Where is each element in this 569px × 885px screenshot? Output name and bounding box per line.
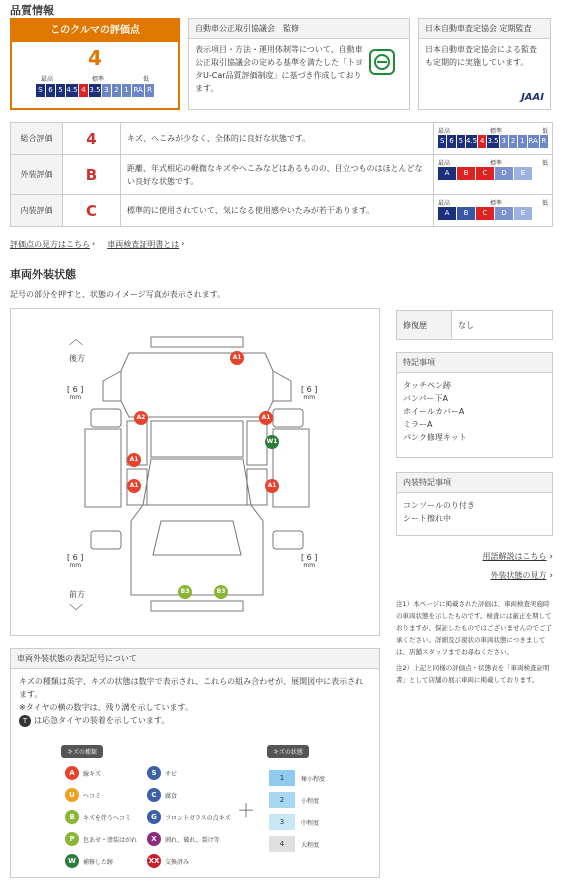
jaaa-text: 表示項目・方法・運用体制等について、自動車公正取引協議会の定める基準を満たした「トヨタU-Car品質評価制度」に基づき作成しております。 — [195, 45, 363, 93]
chevron-right-icon: › — [92, 239, 96, 248]
damage-type-icon: P — [65, 832, 79, 846]
jaaa-box — [188, 18, 410, 110]
scale-cell: D — [495, 167, 513, 180]
damage-type: XX 交換済み — [147, 851, 239, 871]
rating-grade: 4 — [63, 123, 121, 154]
exterior-desc: 記号の部分を押すと、状態のイメージ写真が表示されます。 — [10, 290, 226, 299]
tread-rear-left: [ 6 ] mm — [67, 385, 84, 401]
front-label: 前方 — [69, 590, 85, 599]
damage-mark[interactable]: A1 — [127, 479, 141, 493]
damage-type: X 割れ、破れ、裂け等 — [147, 829, 239, 849]
jaaa-logo-icon — [369, 49, 395, 75]
page-title: 品質情報 — [10, 4, 54, 17]
scale-cell: S — [438, 135, 446, 148]
chevron-down-icon: ﹀ — [69, 604, 83, 620]
interior-box — [396, 472, 553, 536]
rear-label: 後方 — [69, 354, 85, 363]
scale-cell: 2 — [112, 84, 121, 97]
chevron-right-icon: › — [549, 552, 553, 562]
damage-level: 3 中程度 — [269, 811, 325, 833]
scale-cell: 1 — [122, 84, 131, 97]
list-item: バンパー下A — [403, 394, 448, 403]
legend-header: 車両外装状態の表記記号について — [11, 649, 379, 669]
damage-type-icon: X — [147, 832, 161, 846]
scale-cell: R — [540, 135, 548, 148]
damage-type: S サビ — [147, 763, 239, 783]
legend-text1: キズの種類は英字、キズの状態は数字で表示され、これらの組み合わせが、展開図中に表示されます。 — [19, 677, 364, 699]
damage-type-icon: A — [65, 766, 79, 780]
exterior-howto-link[interactable]: 外装状態の見方 — [490, 571, 547, 580]
scale-cell: C — [476, 207, 494, 220]
rating-scale: 最高 標準 低 S 6 5 4.5 4 3.5 3 2 1 RA R — [434, 123, 552, 154]
damage-mark[interactable]: B3 — [178, 585, 192, 599]
damage-mark[interactable]: B3 — [214, 585, 228, 599]
eval-box — [10, 18, 180, 110]
glossary-link[interactable]: 用語解説はこちら — [482, 552, 547, 561]
scale-cell: C — [476, 167, 494, 180]
repair-label: 修復歴 — [397, 311, 452, 339]
cert-link[interactable]: 車両検査証明書とは — [107, 240, 180, 249]
scale-cell: RA — [132, 84, 144, 97]
car-outline — [11, 309, 381, 637]
scale-cell: D — [495, 207, 513, 220]
list-item: ホイールカバーA — [403, 407, 465, 416]
damage-level: 4 大程度 — [269, 833, 325, 855]
spare-tire-icon: T — [19, 715, 31, 727]
rating-desc: 標準的に使用されていて、気になる使用感やいたみが若干あります。 — [121, 195, 434, 226]
scale-cell: 3.5 — [89, 84, 101, 97]
damage-type: C 腐食 — [147, 785, 239, 805]
tread-rear-right: [ 6 ] mm — [301, 385, 318, 401]
jaai-logo: JAAI — [521, 92, 544, 103]
damage-type: A 線キズ — [65, 763, 147, 783]
scale-cell: A — [438, 167, 456, 180]
rating-scale: 最高 標準 低 A B C D E — [434, 155, 552, 194]
chevron-right-icon: › — [549, 571, 553, 581]
how-to-read-link[interactable]: 評価点の見方はこちら — [10, 240, 90, 249]
jaai-box — [418, 18, 551, 110]
plus-icon: ＋ — [237, 801, 255, 822]
repair-box — [396, 310, 553, 340]
damage-type-icon: C — [147, 788, 161, 802]
rating-label: 内装評価 — [11, 195, 63, 226]
damage-type-icon: G — [147, 810, 161, 824]
list-item: コンソールのり付き — [403, 501, 475, 510]
notes — [396, 598, 553, 690]
interior-header: 内装特記事項 — [397, 473, 552, 493]
rating-label: 外装評価 — [11, 155, 63, 194]
legend-text3: は応急タイヤの装着を示しています。 — [34, 716, 170, 725]
jaai-header: 日本自動車査定協会 定期監査 — [419, 19, 550, 39]
rating-row — [10, 195, 553, 227]
damage-type-icon: W — [65, 854, 79, 868]
scale-cell: A — [438, 207, 456, 220]
scale-cell: R — [145, 84, 154, 97]
scale-cell: B — [457, 167, 475, 180]
scale-cell: E — [514, 207, 532, 220]
scale-cell: S — [36, 84, 45, 97]
damage-type-icon: XX — [147, 854, 161, 868]
damage-type: G フロントガラスの点キズ — [147, 807, 239, 827]
scale-cell: 3.5 — [487, 135, 498, 148]
rating-desc: キズ、へこみが少なく、全体的に良好な状態です。 — [121, 123, 434, 154]
tread-front-right: [ 6 ] mm — [301, 553, 318, 569]
damage-level: 1 極小程度 — [269, 767, 325, 789]
eval-scale — [12, 84, 178, 97]
scale-cell: 1 — [518, 135, 526, 148]
list-item: シート擦れ中 — [403, 514, 451, 523]
special-box — [396, 352, 553, 458]
damage-type: B キズを伴うヘコミ — [65, 807, 147, 827]
scale-cell: 4.5 — [66, 84, 78, 97]
rating-grade: C — [63, 195, 121, 226]
damage-mark[interactable]: A1 — [259, 411, 273, 425]
damage-type: U ヘコミ — [65, 785, 147, 805]
scale-cell: 6 — [447, 135, 455, 148]
damage-type: W 補修した跡 — [65, 851, 147, 871]
note-item: 注1）本ページに掲載された評価は、車両検査実施時の車両状態を示したものです。検査には厳正を期しておりますが、保証したものではございませんのでご了承ください。詳細及び現状の車両状態につきましては、店舗スタッフまでお尋ねください。 — [396, 600, 552, 656]
scale-cell: E — [514, 167, 532, 180]
scale-cell: 5 — [457, 135, 465, 148]
eval-scale-top: 最高 標準 低 — [41, 76, 149, 83]
list-item: パンク修理キット — [403, 433, 467, 442]
scale-cell: B — [457, 207, 475, 220]
rating-scale: 最高 標準 低 A B C D E — [434, 195, 552, 226]
tread-front-left: [ 6 ] mm — [67, 553, 84, 569]
jaai-text: 日本自動車査定協会による監査も定期的に実施しています。 — [425, 45, 537, 67]
damage-mark[interactable]: W1 — [265, 435, 279, 449]
damage-type-icon: U — [65, 788, 79, 802]
types-header: キズの種類 — [61, 745, 103, 758]
ratings-table — [10, 122, 553, 227]
scale-cell: 3 — [500, 135, 508, 148]
rating-grade: B — [63, 155, 121, 194]
damage-level: 2 小程度 — [269, 789, 325, 811]
car-diagram — [10, 308, 380, 636]
note-item: 注2）上記と同様の評価点・状態表を「車両検査証明書」として店舗の展示車両に掲載しております。 — [396, 664, 550, 684]
eval-score: 4 — [88, 46, 102, 70]
damage-mark[interactable]: A2 — [134, 411, 148, 425]
damage-mark[interactable]: A1 — [230, 351, 244, 365]
legend-text2: ※タイヤの横の数字は、残り溝を示しています。 — [19, 703, 193, 712]
damage-type-icon: B — [65, 810, 79, 824]
eval-header: このクルマの評価点 — [12, 20, 178, 42]
damage-mark[interactable]: A1 — [127, 453, 141, 467]
scale-cell: RA — [528, 135, 539, 148]
scale-cell: 4 — [478, 135, 486, 148]
scale-cell: 4 — [79, 84, 88, 97]
jaaa-header: 自動車公正取引協議会 監修 — [189, 19, 409, 39]
scale-cell: 4.5 — [466, 135, 477, 148]
scale-cell: 2 — [509, 135, 517, 148]
rating-row — [10, 123, 553, 155]
damage-mark[interactable]: A1 — [265, 479, 279, 493]
rating-label: 総合評価 — [11, 123, 63, 154]
legend-box — [10, 648, 380, 878]
chevron-right-icon: › — [181, 239, 185, 248]
list-item: ミラーA — [403, 420, 433, 429]
levels-header: キズの状態 — [267, 745, 309, 758]
rating-row — [10, 155, 553, 195]
scale-cell: 3 — [102, 84, 111, 97]
scale-cell: 5 — [56, 84, 65, 97]
scale-cell: 6 — [46, 84, 55, 97]
damage-type: P 色あせ・塗装はがれ — [65, 829, 147, 849]
special-header: 特記事項 — [397, 353, 552, 373]
chevron-up-icon: ︿ — [69, 332, 83, 348]
list-item: タッチペン跡 — [403, 381, 451, 390]
repair-value: なし — [458, 321, 474, 330]
exterior-title: 車両外装状態 — [10, 268, 76, 281]
rating-desc: 距離、年式相応の軽微なキズやへこみなどはあるものの、目立つものはほとんどない良好な状態です。 — [121, 155, 434, 194]
damage-type-icon: S — [147, 766, 161, 780]
